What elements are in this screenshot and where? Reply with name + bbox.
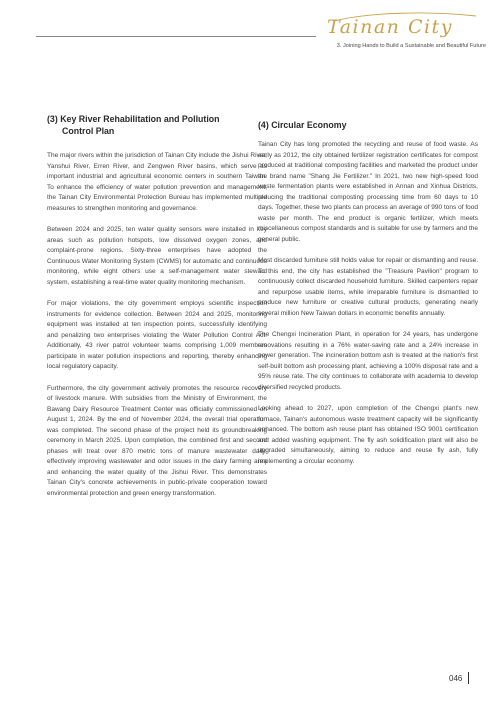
- page-number: 046: [449, 674, 463, 683]
- right-column: [258, 113, 478, 478]
- paragraph: The Chengxi Incineration Plant, in operation for 24 years, has undergone renovations resulting in a 76% water-saving rate and a 24% increase in power generation. The incineration bottom ash is treated at the nation's first self-built bottom ash processing plant, achieving a 100% disposal rate and a 95% reuse rate. The city continues to collaborate with academia to develop diversified recycled products.: [258, 331, 478, 391]
- left-column: [47, 113, 267, 510]
- section-heading-circular-economy: (4) Circular Economy: [258, 120, 347, 130]
- section-heading-river-rehabilitation: [47, 113, 267, 137]
- paragraph: Most discarded furniture still holds value for repair or dismantling and reuse. To this end, the city has established the "Treasure Pavilion" program to continuously collect discarded household furniture. Skilled carpenters repair and repurpose usable items, while irreparable furniture is dismantled to produce new furniture or creative cultural products, generating nearly several million New Taiwan dollars in economic benefits annually.: [258, 257, 478, 317]
- heading-line-2: Control Plan: [62, 126, 115, 136]
- paragraph: Looking ahead to 2027, upon completion of the Chengxi plant's new furnace, Tainan's autonomous waste treatment capacity will be significantly enhanced. The bottom ash reuse plant has obtained ISO 9001 certification and added washing equipment. The fly ash solidification plant will also be upgraded simultaneously, aiming to reduce and reuse fly ash, fully implementing a circular economy.: [258, 405, 478, 465]
- chapter-title: 3. Joining Hands to Build a Sustainable and Beautiful Future: [336, 43, 486, 49]
- tainan-city-logo: Tainan City: [327, 16, 453, 38]
- paragraph: Tainan City has long promoted the recycling and reuse of food waste. As early as 2012, the city obtained fertilizer registration certificates for compost produced at traditional composting facilities and marketed the product under the brand name "Shang Jie Fertilizer." In 2021, two new high-speed food waste fermentation plants were established in Annan and Xinhua Districts, reducing the traditional composting processing time from 60 days to 10 days. Together, these two plants can process an average of 990 tons of food waste per month. The end product is organic fertilizer, which meets miscellaneous compost standards and is suitable for use by farmers and the general public.: [258, 141, 478, 243]
- paragraph: For major violations, the city government employs scientific inspection instruments for evidence collection. Between 2024 and 2025, monitoring equipment was installed at ten inspection points, successfully identifying and penalizing two enterprises violating the Water Pollution Control Act. Additionally, 43 river patrol volunteer teams comprising 1,009 members participate in water pollution inspections and reporting, thereby enhancing local regulatory capacity.: [47, 300, 267, 370]
- paragraph: Between 2024 and 2025, ten water quality sensors were installed in key areas such as pollution hotspots, low dissolved oxygen zones, and complaint-prone regions. Sixty-three enterprises have adopted the Continuous Water Monitoring System (CWMS) for automatic and continuous monitoring, while eight others use a self-management water steward system, establishing a real-time water quality monitoring mechanism.: [47, 226, 267, 286]
- page-number-divider: [468, 672, 469, 684]
- header-rule: [36, 36, 316, 37]
- heading-line-1: (3) Key River Rehabilitation and Pollution: [47, 114, 220, 124]
- paragraph: The major rivers within the jurisdiction of Tainan City include the Jishui River, Yanshui River, Erren River, and Zengwen River basins, which serve as important industrial and agricultural economic centers in southern Taiwan. To enhance the efficiency of water pollution prevention and management, the Tainan City Environmental Protection Bureau has implemented multiple measures to strengthen monitoring and governance.: [47, 152, 267, 212]
- paragraph: Furthermore, the city government actively promotes the resource recovery of livestock manure. With subsidies from the Ministry of Environment, the Bawang Dairy Resource Treatment Center was officially commissioned on August 1, 2024. By the end of November 2024, the overall trial operation was completed. The second phase of the project held its groundbreaking ceremony in March 2025. Upon completion, the combined first and second phases will treat over 870 metric tons of manure wastewater daily, effectively improving wastewater and odor issues in the dairy farming area and enhancing the water quality of the Jishui River. This demonstrates Tainan City's concrete achievements in public-private cooperation toward environmental protection and green energy transformation.: [47, 384, 267, 497]
